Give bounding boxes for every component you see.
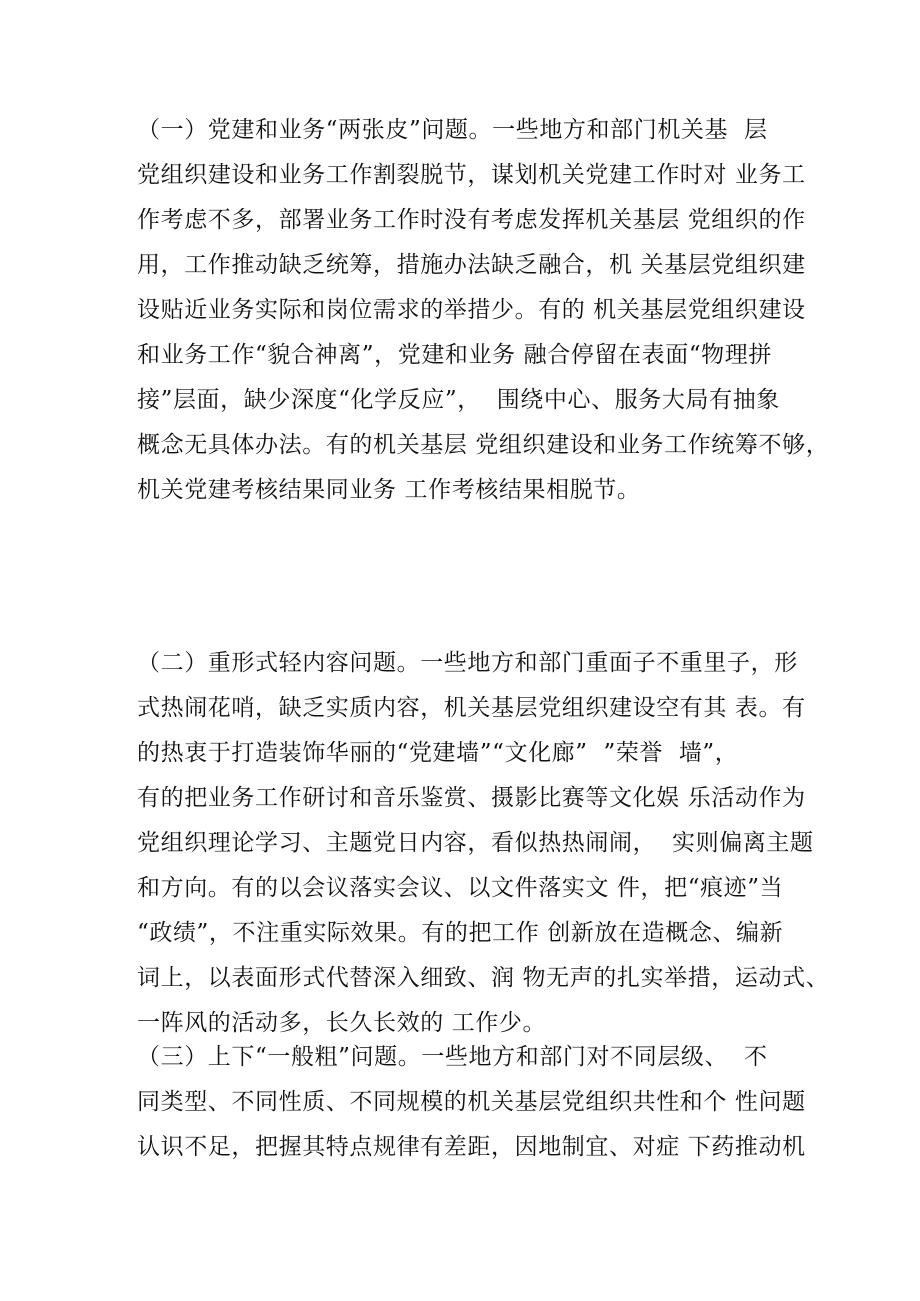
text-line: 同类型、不同性质、不同规模的机关基层党组织共性和个 性问题 — [137, 1089, 806, 1115]
text-line: 党组织建设和业务工作割裂脱节，谋划机关党建工作时对 业务工 — [137, 162, 806, 188]
paragraph-3 — [137, 1035, 806, 1170]
text-line: 词上，以表面形式代替深入细致、润 物无声的扎实举措，运动式、 — [137, 965, 830, 991]
text-line: 和方向。有的以会议落实会议、以文件落实文 件，把“痕迹”当 — [137, 875, 784, 901]
text-line: 的热衷于打造装饰华丽的“党建墙”“文化廊” ”荣誉 墙”， — [137, 740, 739, 766]
text-line: 和业务工作“貌合神离”，党建和业务 融合停留在表面“物理拼 — [137, 342, 772, 368]
text-line: 用，工作推动缺乏统筹，措施办法缺乏融合，机 关基层党组织建 — [137, 252, 806, 278]
text-line: 一阵风的活动多，长久长效的 工作少。 — [137, 1010, 547, 1036]
text-line: （二）重形式轻内容问题。一些地方和部门重面子不重里子，形 — [137, 650, 798, 676]
text-line: 设贴近业务实际和岗位需求的举措少。有的 机关基层党组织建设 — [137, 297, 806, 323]
text-line: （三）上下“一般粗”问题。一些地方和部门对不同层级、 不 — [137, 1044, 768, 1070]
text-line: 式热闹花哨，缺乏实质内容，机关基层党组织建设空有其 表。有 — [137, 695, 806, 721]
text-line: 认识不足，把握其特点规律有差距，因地制宜、对症 下药推动机 — [137, 1134, 806, 1160]
text-line: “政绩”，不注重实际效果。有的把工作 创新放在造概念、编新 — [137, 920, 784, 946]
text-line: 概念无具体办法。有的机关基层 党组织建设和业务工作统筹不够， — [137, 432, 830, 458]
text-line: 党组织理论学习、主题党日内容，看似热热闹闹， 实则偏离主题 — [137, 830, 814, 856]
text-line: 作考虑不多，部署业务工作时没有考虑发挥机关基层 党组织的作 — [137, 207, 806, 233]
paragraph-1 — [137, 108, 830, 513]
text-line: 有的把业务工作研讨和音乐鉴赏、摄影比赛等文化娱 乐活动作为 — [137, 785, 806, 811]
paragraph-2 — [137, 641, 830, 1046]
text-line: 机关党建考核结果同业务 工作考核结果相脱节。 — [137, 477, 641, 503]
text-line: 接”层面，缺少深度“化学反应”， 围绕中心、服务大局有抽象 — [137, 387, 780, 413]
text-line: （一）党建和业务“两张皮”问题。一些地方和部门机关基 层 — [137, 117, 768, 143]
